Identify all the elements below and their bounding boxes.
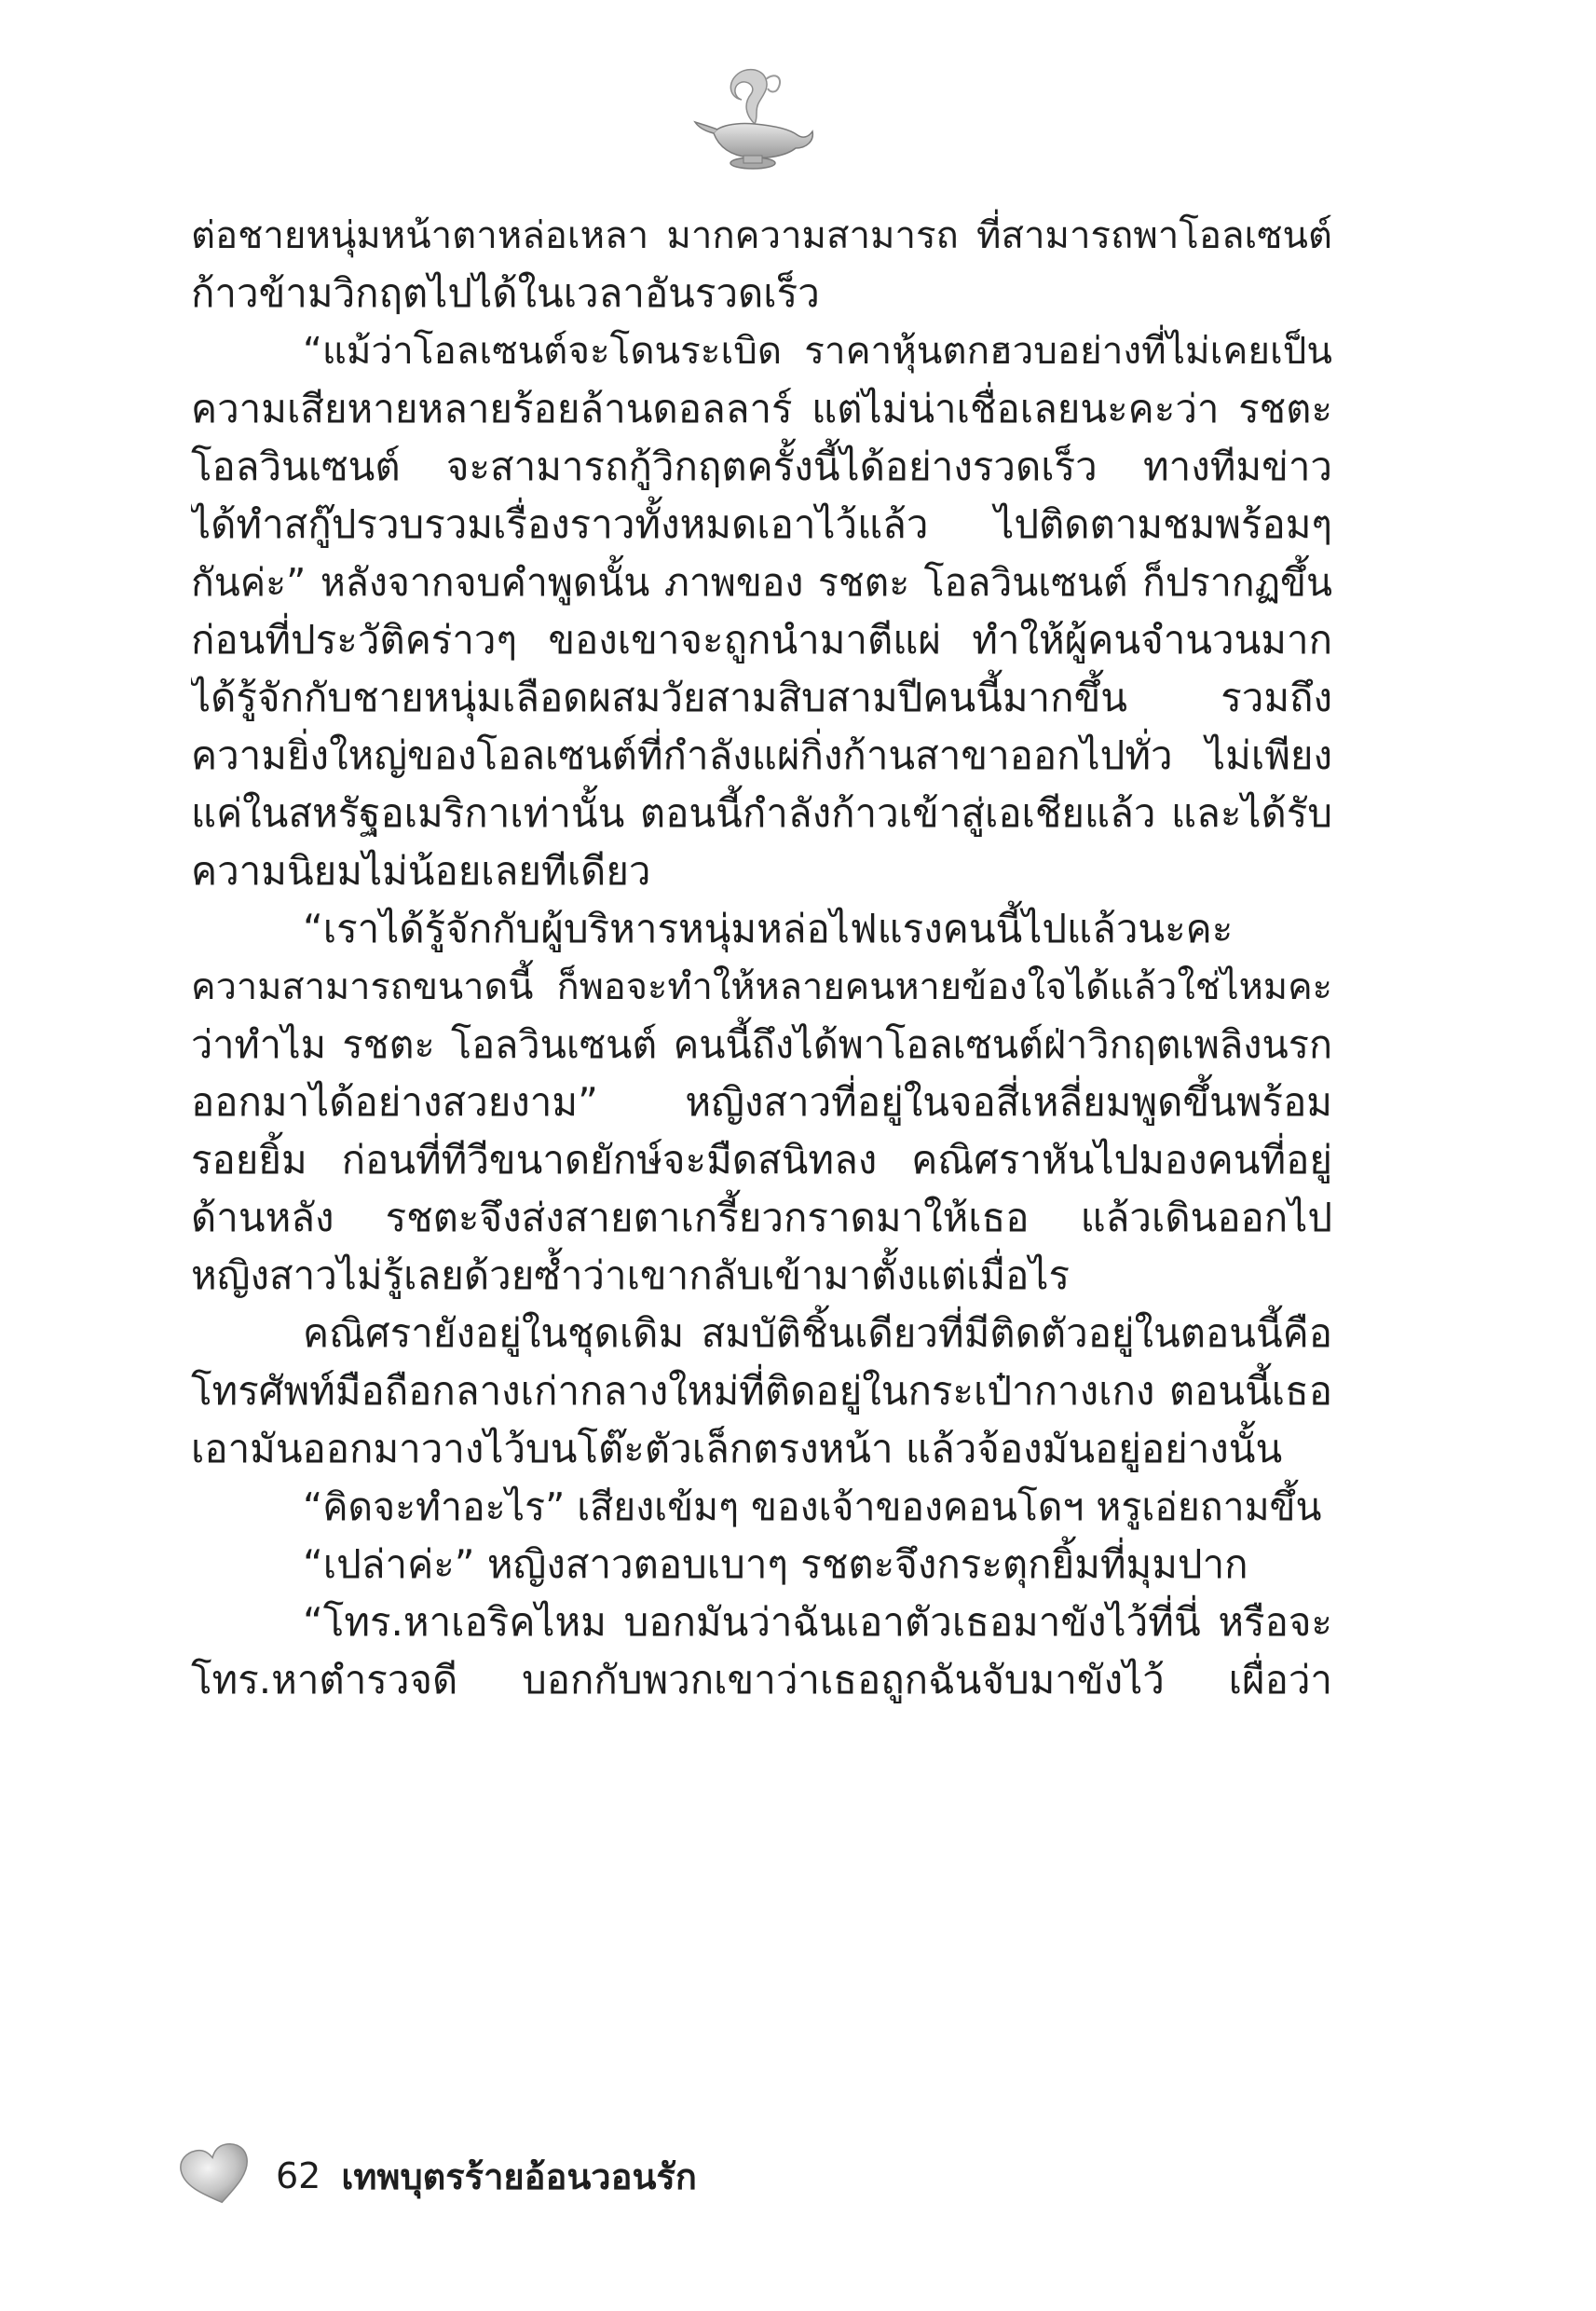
body-text bbox=[191, 207, 1332, 1709]
text-line: แค่ในสหรัฐอเมริกาเท่านั้น ตอนนี้กำลังก้าวเข้าสู่เอเชียแล้ว และได้รับ bbox=[191, 790, 1332, 836]
text-line: “เปล่าค่ะ” หญิงสาวตอบเบาๆ รชตะจึงกระตุกยิ้มที่มุมปาก bbox=[303, 1541, 1248, 1587]
text-line: รอยยิ้ม ก่อนที่ทีวีขนาดยักษ์จะมืดสนิทลง คณิศราหันไปมองคนที่อยู่ bbox=[191, 1137, 1332, 1183]
text-line: ก่อนที่ประวัติคร่าวๆ ของเขาจะถูกนำมาตีแผ่ ทำให้ผู้คนจำนวนมาก bbox=[191, 617, 1332, 663]
text-line: ว่าทำไม รชตะ โอลวินเซนต์ คนนี้ถึงได้พาโอลเซนต์ฝ่าวิกฤตเพลิงนรก bbox=[191, 1022, 1332, 1067]
text-line: เอามันออกมาวางไว้บนโต๊ะตัวเล็กตรงหน้า แล้วจ้องมันอยู่อย่างนั้น bbox=[191, 1426, 1283, 1471]
text-line: หญิงสาวไม่รู้เลยด้วยซ้ำว่าเขากลับเข้ามาตั้งแต่เมื่อไร bbox=[191, 1252, 1071, 1298]
text-line: ความเสียหายหลายร้อยล้านดอลลาร์ แต่ไม่น่าเชื่อเลยนะคะว่า รชตะ bbox=[191, 386, 1332, 431]
text-line: “เราได้รู้จักกับผู้บริหารหนุ่มหล่อไฟแรงคนนี้ไปแล้วนะคะ bbox=[303, 906, 1234, 951]
page-footer bbox=[179, 2134, 1017, 2218]
text-line: ได้ทำสกู๊ปรวบรวมเรื่องราวทั้งหมดเอาไว้แล้ว ไปติดตามชมพร้อมๆ bbox=[191, 501, 1332, 547]
text-line: “คิดจะทำอะไร” เสียงเข้มๆ ของเจ้าของคอนโดฯ หรูเอ่ยถามขึ้น bbox=[303, 1484, 1322, 1529]
text-line: โทรศัพท์มือถือกลางเก่ากลางใหม่ที่ติดอยู่ในกระเป๋ากางเกง ตอนนี้เธอ bbox=[191, 1368, 1332, 1414]
text-line: ต่อชายหนุ่มหน้าตาหล่อเหลา มากความสามารถ ที่สามารถพาโอลเซนต์ bbox=[191, 214, 1332, 257]
page-number: 62 bbox=[276, 2155, 321, 2196]
text-line: คณิศรายังอยู่ในชุดเดิม สมบัติชิ้นเดียวที่มีติดตัวอยู่ในตอนนี้คือ bbox=[303, 1310, 1332, 1356]
text-line: ด้านหลัง รชตะจึงส่งสายตาเกรี้ยวกราดมาให้เธอ แล้วเดินออกไป bbox=[191, 1195, 1332, 1240]
text-line: โอลวินเซนต์ จะสามารถกู้วิกฤตครั้งนี้ได้อย่างรวดเร็ว ทางทีมข่าว bbox=[191, 444, 1332, 489]
text-line: ก้าวข้ามวิกฤตไปได้ในเวลาอันรวดเร็ว bbox=[191, 270, 820, 316]
heart-icon bbox=[179, 2143, 253, 2208]
text-line: “โทร.หาเอริคไหม บอกมันว่าฉันเอาตัวเธอมาขังไว้ที่นี่ หรือจะ bbox=[303, 1599, 1332, 1645]
text-line: ความนิยมไม่น้อยเลยทีเดียว bbox=[191, 848, 651, 894]
genie-lamp-icon bbox=[689, 51, 820, 182]
text-line: โทร.หาตำรวจดี บอกกับพวกเขาว่าเธอถูกฉันจับมาขังไว้ เผื่อว่า bbox=[191, 1657, 1332, 1702]
text-line: ความยิ่งใหญ่ของโอลเซนต์ที่กำลังแผ่กิ่งก้านสาขาออกไปทั่ว ไม่เพียง bbox=[191, 732, 1332, 778]
book-title: เทพบุตรร้ายอ้อนวอนรัก bbox=[341, 2155, 697, 2197]
text-line: ออกมาได้อย่างสวยงาม” หญิงสาวที่อยู่ในจอสี่เหลี่ยมพูดขึ้นพร้อม bbox=[191, 1079, 1332, 1125]
text-line: ได้รู้จักกับชายหนุ่มเลือดผสมวัยสามสิบสามปีคนนี้มากขึ้น รวมถึง bbox=[191, 675, 1332, 720]
text-line: กันค่ะ” หลังจากจบคำพูดนั้น ภาพของ รชตะ โอลวินเซนต์ ก็ปรากฏขึ้น bbox=[191, 560, 1332, 605]
text-line: “แม้ว่าโอลเซนต์จะโดนระเบิด ราคาหุ้นตกฮวบอย่างที่ไม่เคยเป็น bbox=[303, 329, 1332, 373]
text-line: ความสามารถขนาดนี้ ก็พอจะทำให้หลายคนหายข้องใจได้แล้วใช่ไหมคะ bbox=[191, 965, 1332, 1008]
